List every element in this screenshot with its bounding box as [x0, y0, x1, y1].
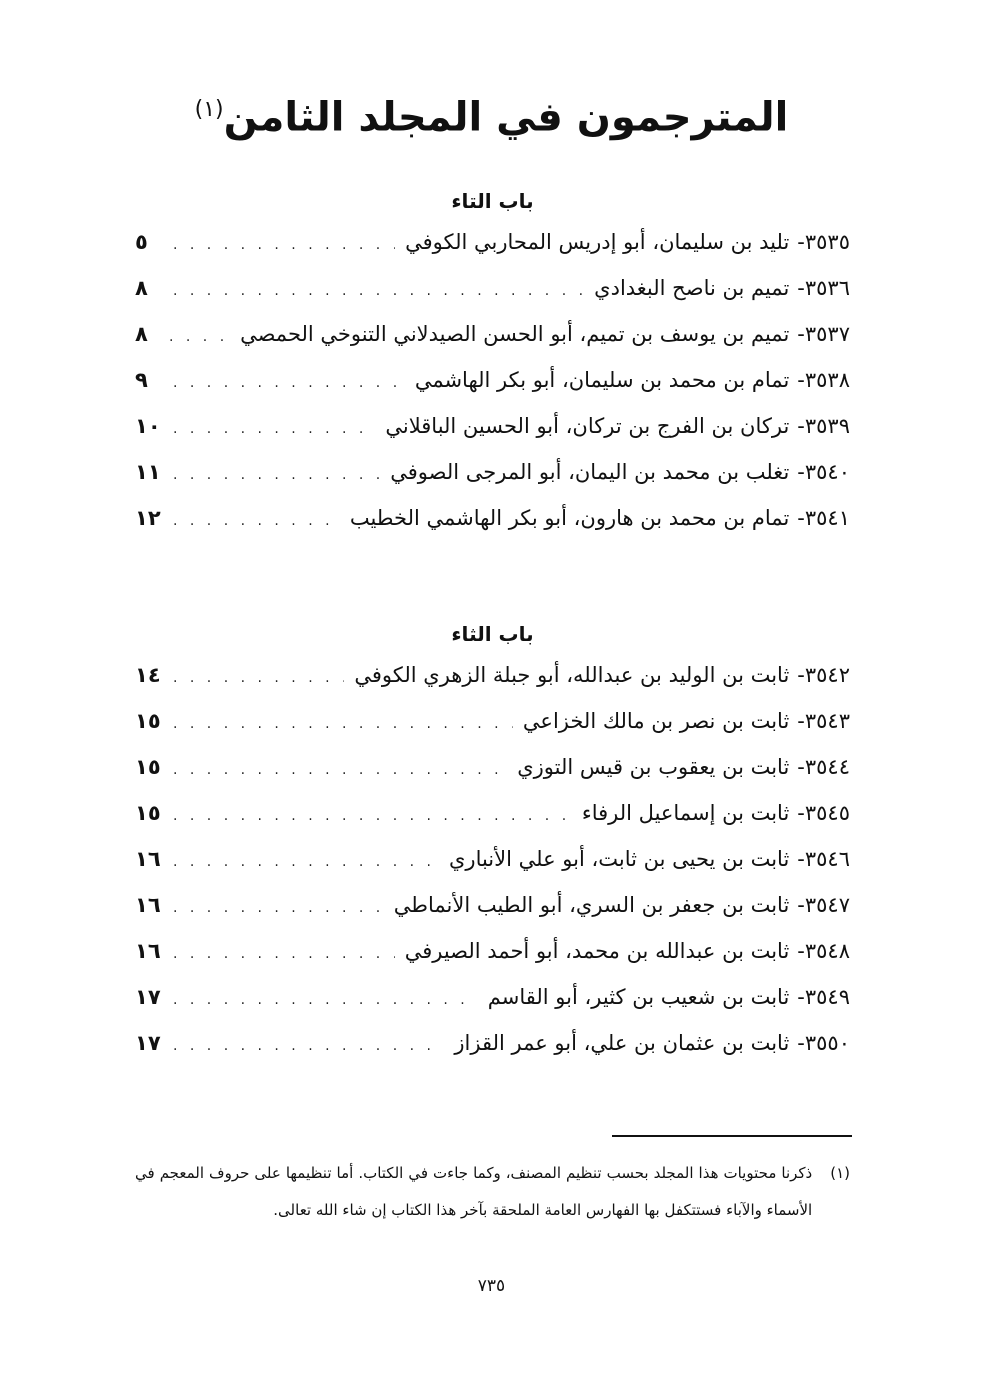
entry-name: تمام بن محمد بن هارون، أبو بكر الهاشمي الخطيب	[349, 506, 790, 530]
entry-name: تمام بن محمد بن سليمان، أبو بكر الهاشمي	[414, 368, 790, 392]
leader-dots	[173, 452, 380, 498]
entry-name: تليد بن سليمان، أبو إدريس المحاربي الكوفي	[405, 230, 790, 254]
title-text: المترجمون في المجلد الثامن	[223, 94, 789, 141]
entry-page: ٨	[135, 276, 148, 300]
list-item: ٣٥٤٢ - ثابت بن الوليد بن عبدالله، أبو جبلة الزهري الكوفي . . . ١٤	[135, 652, 850, 698]
entry-number: ٣٥٤٦	[804, 847, 850, 871]
entry-name: ثابت بن نصر بن مالك الخزاعي	[522, 709, 790, 733]
entry-name: ثابت بن عبدالله بن محمد، أبو أحمد الصيرفي	[404, 939, 790, 963]
entry-number: ٣٥٤٢	[804, 663, 850, 687]
entry-page: ١٢	[135, 506, 161, 530]
leader-dots	[173, 977, 478, 1023]
entry-name: ثابت بن يعقوب بن قيس التوزي	[517, 755, 790, 779]
list-item: ٣٥٣٨ - تمام بن محمد بن سليمان، أبو بكر الهاشمي . . . ٩	[135, 357, 850, 403]
list-item: ٣٥٥٠ - ثابت بن عثمان بن علي، أبو عمر القزاز . . . ١٧	[135, 1020, 850, 1066]
entry-name: تميم بن يوسف بن تميم، أبو الحسن الصيدلاني التنوخي الحمصي	[240, 322, 790, 346]
entry-page: ١٠	[135, 414, 161, 438]
leader-dots	[173, 1023, 444, 1069]
entry-number: ٣٥٣٧	[804, 322, 850, 346]
list-item: ٣٥٤٠ - تغلب بن محمد بن اليمان، أبو المرجى الصوفي . . . ١١	[135, 449, 850, 495]
entry-page: ١٦	[135, 939, 161, 963]
section-heading: باب التاء	[451, 189, 534, 213]
list-item: ٣٥٤٣ - ثابت بن نصر بن مالك الخزاعي . . . ١٥	[135, 698, 850, 744]
entry-page: ١٧	[135, 985, 161, 1009]
entry-page: ٨	[135, 322, 148, 346]
leader-dots	[173, 406, 375, 452]
list-item: ٣٥٣٧ - تميم بن يوسف بن تميم، أبو الحسن الصيدلاني التنوخي الحمصي . . . ٨	[135, 311, 850, 357]
entry-page: ٩	[135, 368, 148, 392]
entry-number: ٣٥٣٦	[804, 276, 850, 300]
leader-dots	[173, 360, 405, 406]
entry-page: ١١	[135, 460, 161, 484]
page-number: ٧٣٥	[477, 1276, 506, 1296]
list-item: ٣٥٤٥ - ثابت بن إسماعيل الرفاء . . . ١٥	[135, 790, 850, 836]
list-item: ٣٥٤٤ - ثابت بن يعقوب بن قيس التوزي . . . ١٥	[135, 744, 850, 790]
entry-number: ٣٥٤٤	[804, 755, 850, 779]
entry-page: ١٦	[135, 847, 161, 871]
leader-dots	[173, 268, 584, 314]
list-item: ٣٥٤٧ - ثابت بن جعفر بن السري، أبو الطيب الأنماطي . . . ١٦	[135, 882, 850, 928]
footnote-divider	[612, 1135, 852, 1137]
entry-page: ١٥	[135, 801, 161, 825]
list-item: ٣٥٣٩ - تركان بن الفرج بن تركان، أبو الحسين الباقلاني . . . ١٠	[135, 403, 850, 449]
list-item: ٣٥٤١ - تمام بن محمد بن هارون، أبو بكر الهاشمي الخطيب . . . ١٢	[135, 495, 850, 541]
leader-dots	[173, 885, 384, 931]
list-item: ٣٥٣٥ - تليد بن سليمان، أبو إدريس المحاربي الكوفي . . . ٥	[135, 219, 850, 265]
entry-number: ٣٥٥٠	[804, 1031, 850, 1055]
leader-dots	[173, 931, 395, 977]
entry-number: ٣٥٤٠	[804, 460, 850, 484]
entry-number: ٣٥٤٧	[804, 893, 850, 917]
title-footnote-ref: (١)	[194, 97, 224, 122]
entry-name: ثابت بن يحيى بن ثابت، أبو علي الأنباري	[448, 847, 790, 871]
entry-page: ١٤	[135, 663, 161, 687]
entry-page: ١٥	[135, 709, 161, 733]
entry-number: ٣٥٤٨	[804, 939, 850, 963]
entry-name: ثابت بن إسماعيل الرفاء	[581, 801, 790, 825]
leader-dots	[173, 793, 572, 839]
section-heading: باب الثاء	[451, 622, 534, 646]
entry-page: ٥	[135, 230, 148, 254]
entry-name: ثابت بن شعيب بن كثير، أبو القاسم	[487, 985, 790, 1009]
list-item: ٣٥٤٨ - ثابت بن عبدالله بن محمد، أبو أحمد الصيرفي . . . ١٦	[135, 928, 850, 974]
entry-number: ٣٥٤٣	[804, 709, 850, 733]
footnote-text: ذكرنا محتويات هذا المجلد بحسب تنظيم المصنف، وكما جاءت في الكتاب. أما تنظيمها على حروف المعجم في الأسماء والآباء فستتكفل بها الفهارس العامة الملحقة بآخر هذا الكتاب إن شاء الله تعالى.	[135, 1164, 813, 1219]
entry-number: ٣٥٤٩	[804, 985, 850, 1009]
entry-name: ثابت بن عثمان بن علي، أبو عمر القزاز	[454, 1031, 790, 1055]
entry-number: ٣٥٣٨	[804, 368, 850, 392]
leader-dots	[173, 498, 340, 544]
page-title	[0, 80, 983, 147]
entry-number: ٣٥٤١	[804, 506, 850, 530]
entry-name: تميم بن ناصح البغدادي	[594, 276, 790, 300]
leader-dots	[173, 839, 439, 885]
entry-number: ٣٥٣٩	[804, 414, 850, 438]
leader-dots	[173, 701, 513, 747]
entry-name: تغلب بن محمد بن اليمان، أبو المرجى الصوفي	[390, 460, 790, 484]
leader-dots	[173, 222, 395, 268]
leader-dots	[173, 747, 507, 793]
list-item: ٣٥٣٦ - تميم بن ناصح البغدادي . . . ٨	[135, 265, 850, 311]
leader-dots	[169, 314, 234, 360]
list-item: ٣٥٤٦ - ثابت بن يحيى بن ثابت، أبو علي الأنباري . . . ١٦	[135, 836, 850, 882]
section-ta	[135, 183, 850, 541]
entry-number: ٣٥٣٥	[804, 230, 850, 254]
entry-page: ١٧	[135, 1031, 161, 1055]
footnote-mark: (١)	[830, 1164, 850, 1182]
entry-number: ٣٥٤٥	[804, 801, 850, 825]
list-item: ٣٥٤٩ - ثابت بن شعيب بن كثير، أبو القاسم . . . ١٧	[135, 974, 850, 1020]
section-tha	[135, 616, 850, 1066]
entry-page: ١٦	[135, 893, 161, 917]
entry-name: تركان بن الفرج بن تركان، أبو الحسين الباقلاني	[385, 414, 790, 438]
entry-name: ثابت بن الوليد بن عبدالله، أبو جبلة الزهري الكوفي	[354, 663, 790, 687]
entry-name: ثابت بن جعفر بن السري، أبو الطيب الأنماطي	[393, 893, 790, 917]
leader-dots	[173, 655, 344, 701]
entry-page: ١٥	[135, 755, 161, 779]
footnote	[135, 1155, 850, 1229]
